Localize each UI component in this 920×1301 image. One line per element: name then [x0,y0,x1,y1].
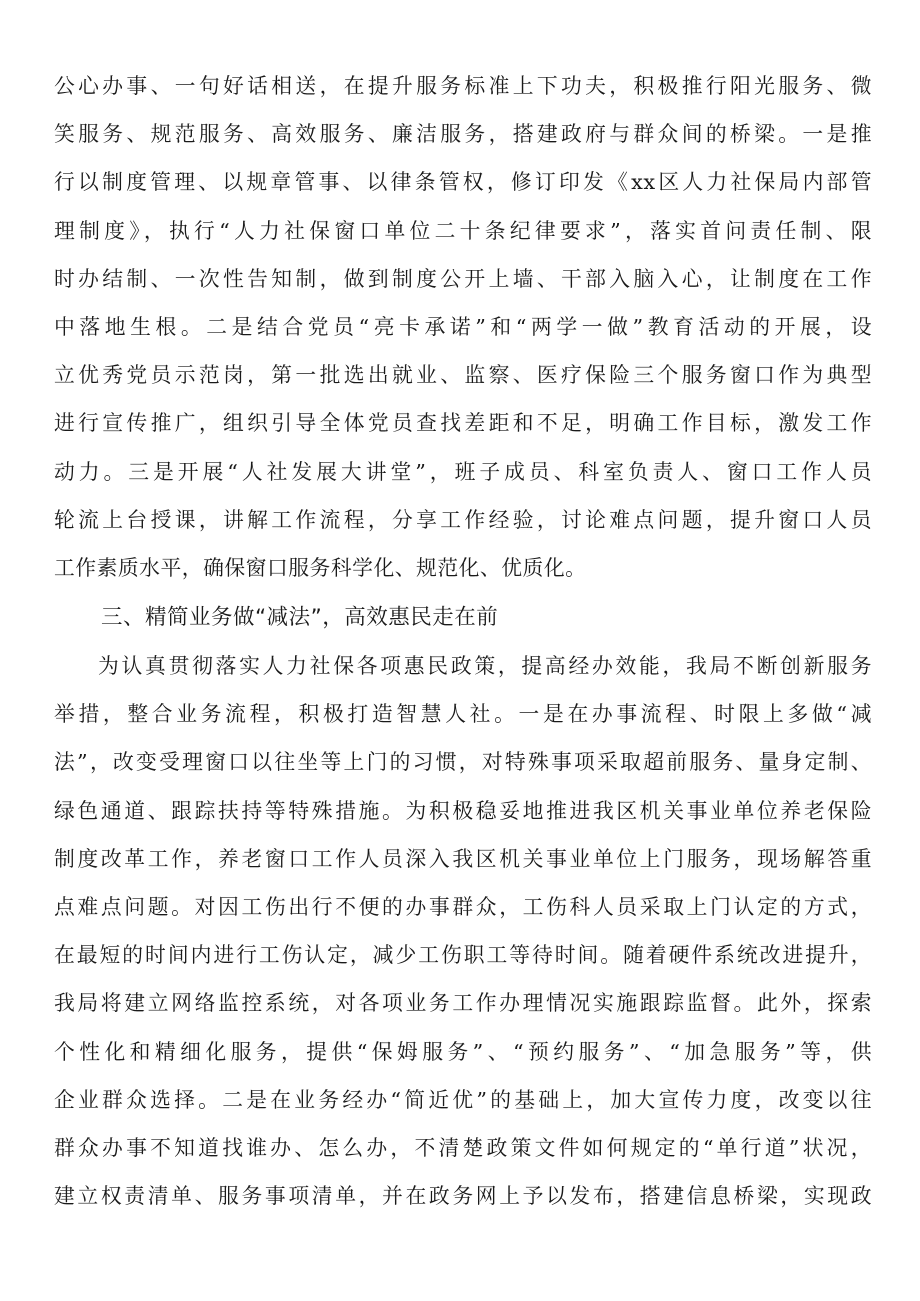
text-line: 我局将建立网络监控系统，对各项业务工作办理情况实施跟踪监督。此外，探索 [54,991,872,1016]
text-line: 为认真贯彻落实人力社保各项惠民政策，提高经办效能，我局不断创新服务 [98,654,872,679]
text-line: 行以制度管理、以规章管事、以律条管权，修订印发《xx区人力社保局内部管 [54,170,872,195]
text-line: 公心办事、一句好话相送，在提升服务标准上下功夫，积极推行阳光服务、微 [54,74,872,98]
text-line: 进行宣传推广，组织引导全体党员查找差距和不足，明确工作目标，激发工作 [54,411,872,436]
text-line: 动力。三是开展“人社发展大讲堂”，班子成员、科室负责人、窗口工作人员 [54,459,872,484]
text-line: 立优秀党员示范岗，第一批选出就业、监察、医疗保险三个服务窗口作为典型 [54,363,872,388]
text-line: 轮流上台授课，讲解工作流程，分享工作经验，讨论难点问题，提升窗口人员 [54,507,872,532]
paragraph-service-standards [54,62,872,592]
text-line: 群众办事不知道找谁办、怎么办，不清楚政策文件如何规定的“单行道”状况， [54,1135,872,1160]
text-line: 点难点问题。对因工伤出行不便的办事群众，工伤科人员采取上门认定的方式， [54,895,872,919]
text-line: 绿色通道、跟踪扶持等特殊措施。为积极稳妥地推进我区机关事业单位养老保险 [54,798,872,823]
text-line: 工作素质水平，确保窗口服务科学化、规范化、优质化。 [54,555,587,580]
text-line: 企业群众选择。二是在业务经办“简近优”的基础上，加大宣传力度，改变以往 [54,1087,872,1112]
document-page [54,62,872,1220]
text-line: 制度改革工作，养老窗口工作人员深入我区机关事业单位上门服务，现场解答重 [54,846,872,871]
text-line: 中落地生根。二是结合党员“亮卡承诺”和“两学一做”教育活动的开展，设 [54,314,872,339]
text-line: 时办结制、一次性告知制，做到制度公开上墙、干部入脑入心，让制度在工作 [54,266,872,291]
text-line: 笑服务、规范服务、高效服务、廉洁服务，搭建政府与群众间的桥梁。一是推 [54,122,872,147]
text-line: 举措，整合业务流程，积极打造智慧人社。一是在办事流程、时限上多做“减 [54,702,872,727]
text-line: 在最短的时间内进行工伤认定，减少工伤职工等待时间。随着硬件系统改进提升， [54,943,872,968]
section-heading: 三、精简业务做“减法”，高效惠民走在前 [101,605,499,631]
text-line: 建立权责清单、服务事项清单，并在政务网上予以发布，搭建信息桥梁，实现政 [54,1184,872,1209]
text-line: 个性化和精细化服务，提供“保姆服务”、“预约服务”、“加急服务”等，供 [54,1039,872,1064]
paragraph-streamline-business [54,642,872,1220]
text-line: 理制度》，执行“人力社保窗口单位二十条纪律要求”，落实首问责任制、限 [54,218,872,243]
text-line: 法”，改变受理窗口以往坐等上门的习惯，对特殊事项采取超前服务、量身定制、 [54,750,872,775]
